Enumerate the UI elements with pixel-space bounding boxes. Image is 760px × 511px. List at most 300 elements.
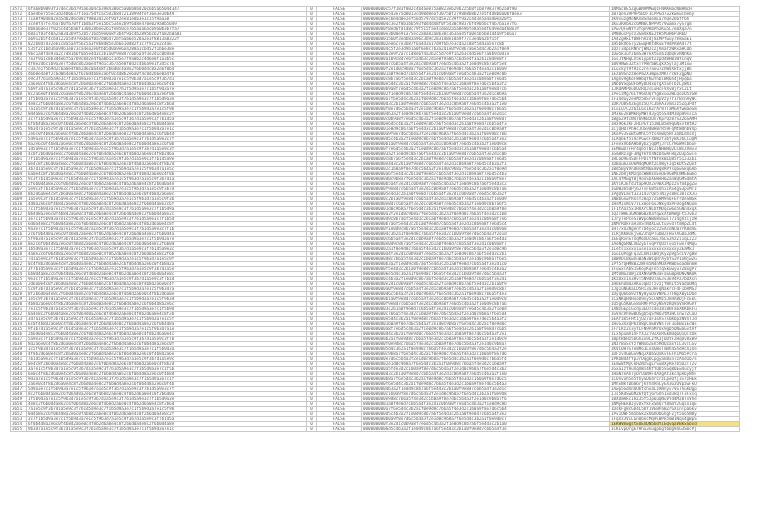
transaction-id-cell[interactable]: 000000000c57f183f802c4b4ae075a0823eb29b225b8f1b8798379b2a0f90 xyxy=(362,7,610,12)
boolean-cell[interactable]: FALSE xyxy=(317,322,362,327)
hash-cell[interactable]: 4ae4be755ec3d2486637f1ea75dfcac5d2b8472138994fef36e3e3db49 xyxy=(27,12,307,17)
boolean-cell[interactable]: FALSE xyxy=(317,27,362,32)
boolean-cell[interactable]: FALSE xyxy=(317,317,362,322)
hash-cell[interactable]: b8a1f83f40a2a83d3b9f5285716d59e0a8f3b4f9ac4b2895bcb2fa82b0a01 xyxy=(27,32,307,37)
hash-cell[interactable]: 8d2a6e0c4f8b2d6a0e4c8f2b6d0a4e8c2f6b0d4a8e2c6f0b4d8a2e6c0f xyxy=(27,342,307,347)
row-number-cell[interactable]: 3639 xyxy=(11,347,27,352)
transaction-id-cell[interactable]: 000000000b0a9f8e7d6c5b4a3f2e1d0c9b8a7f6e5d4c3b2a1f0e9d8c7 xyxy=(362,417,610,422)
flag-cell[interactable]: 0 xyxy=(307,357,317,362)
flag-cell[interactable]: 0 xyxy=(307,242,317,247)
hash-cell[interactable]: 8c2f6b0d4a8e2c6f0b4d8a2e6c0f4b8d2a6e0c4f8b2d6a0e4c8f2b6d0a xyxy=(27,392,307,397)
transaction-id-cell[interactable]: 000000000c9b8a7f6e5d4c3b2a1f0e9d8c7b6a5f4e3d2c1b0a9f8e7d6 xyxy=(362,352,610,357)
flag-cell[interactable]: 0 xyxy=(307,157,317,162)
address-cell[interactable]: 1FqXz3ViLGnQ6ncMq9CWPk5mB1Nqx4gBpS xyxy=(610,417,740,422)
address-cell[interactable]: 1CKLvpQrgErRhu3eugp6gtbDg9aG3SmcPj xyxy=(610,427,740,432)
transaction-id-cell[interactable]: 000000000b8a7f6e5d4c3b2a1f0e9d8c7b6a5f4e3d2c1b0a9f8e7d6c5 xyxy=(362,377,610,382)
flag-cell[interactable]: 0 xyxy=(307,307,317,312)
flag-cell[interactable]: 0 xyxy=(307,352,317,357)
transaction-id-cell[interactable]: 000000000e9d8c7b6a5f4e3d2c1b0a9f8e7d6c5b4a3f2e1d0c9b8a7f6 xyxy=(362,397,610,402)
flag-cell[interactable]: 0 xyxy=(307,57,317,62)
flag-cell[interactable]: 0 xyxy=(307,202,317,207)
boolean-cell[interactable]: FALSE xyxy=(317,247,362,252)
flag-cell[interactable]: 0 xyxy=(307,367,317,372)
row-number-cell[interactable]: 3584 xyxy=(11,72,27,77)
transaction-id-cell[interactable]: 000000000f0e9d8c7b6a5f4e3d2c1b0a9f8e7d6c5b4a3f2e1d0c9b8a7 xyxy=(362,342,610,347)
flag-cell[interactable]: 0 xyxy=(307,292,317,297)
hash-cell[interactable]: 5b9f3d7a1e5c9b3f7d1a5e9c3b7f1d5a9e3c7b1f5d9a3e7c1b5f9d3a7e xyxy=(27,87,307,92)
boolean-cell[interactable]: FALSE xyxy=(317,57,362,62)
hash-cell[interactable]: 1a5e9c3f7b1d5a9e3c7f1b5d9a3e7c1f5b9d3a7e1c5f9b3d7a1e5c9f3b xyxy=(27,197,307,202)
row-number-cell[interactable]: 3625 xyxy=(11,277,27,282)
boolean-cell[interactable]: FALSE xyxy=(317,427,362,432)
boolean-cell[interactable]: FALSE xyxy=(317,167,362,172)
transaction-id-cell[interactable]: 000000000a3f2e1d0c9b8a7f6e5d4c3b2a1f0e9d8c7b6a5f4e3d2c1b0 xyxy=(362,212,610,217)
transaction-id-cell[interactable]: 000000000f5e4d3c2b1a0f9e8d7c6b5a4f3e2d1c0b9a8f7e6d5c4b3a2 xyxy=(362,267,610,272)
address-cell[interactable]: 1FeexV6bAHb8ybZjqQMjJrcCrHGW9sb6uF xyxy=(610,142,740,147)
row-number-cell[interactable]: 3579 xyxy=(11,47,27,52)
row-number-cell[interactable]: 3648 xyxy=(11,392,27,397)
transaction-id-cell[interactable]: 000000000d5c4b3a2f1e0d9c8b7a6f5e4d3c2b1a0f9e8d7c6b5a4f3e2 xyxy=(362,412,610,417)
row-number-cell[interactable]: 3597 xyxy=(11,137,27,142)
boolean-cell[interactable]: FALSE xyxy=(317,97,362,102)
address-cell[interactable]: 1KoPv3SuBtwMhC5Yts4eBQ5HT3aNLdXsXj xyxy=(610,132,740,137)
row-number-cell[interactable]: 3647 xyxy=(11,387,27,392)
row-number-cell[interactable]: 3592 xyxy=(11,112,27,117)
boolean-cell[interactable]: FALSE xyxy=(317,187,362,192)
boolean-cell[interactable]: FALSE xyxy=(317,312,362,317)
hash-cell[interactable]: 6d0a4e8c2f6b0d4a8e2c6f0b4d8a2e6c0f4b8d2a6e0c4f8b2d6a0e4c8f xyxy=(27,222,307,227)
flag-cell[interactable]: 0 xyxy=(307,327,317,332)
row-number-cell[interactable]: 3626 xyxy=(11,282,27,287)
transaction-id-cell[interactable]: 000000000f9e8d7c6b5a4f3e2d1c0b9a8f7e6d5c4b3a2f1e0d9c8b7a6 xyxy=(362,187,610,192)
boolean-cell[interactable]: FALSE xyxy=(317,332,362,337)
transaction-id-cell[interactable]: 000000000d7c6b5a4f3e2d1c0b9a8f7e6d5c4b3a2f1e0d9c8b7a6f5e4 xyxy=(362,62,610,67)
hash-cell[interactable]: 5a9e3c7f1b5d9a3e7c1f5b9d3a7e1c5f9b3d7a1e5c9f3b7d1a5e9c3f7b xyxy=(27,337,307,342)
boolean-cell[interactable]: FALSE xyxy=(317,277,362,282)
transaction-id-cell[interactable]: 000000000b5a4f3e2d1c0b9a8f7e6d5c4b3a2f1e0d9c8b7a6f5e4d3c2 xyxy=(362,182,610,187)
address-cell[interactable]: 1Jg1uNGKaCD5Ri3aJHFqNakrcFdF1bRMSJ xyxy=(610,287,740,292)
transaction-id-cell[interactable]: 0000000001b0a9f8e7d6c5b4a3f2e1d0c9b8a7f6e5d4c3b2a1f0e9d8c xyxy=(362,322,610,327)
hash-cell[interactable]: e9c3f7b1d5a9e3c7f1b5d9a3e7c1f5b9d3a7e1c5f9b3d7a1e5c9f3b7d1 xyxy=(27,77,307,82)
transaction-id-cell[interactable]: 000000000d0c9b8a7f6e5d4c3b2a1f0e9d8c7b6a5f4e3d2c1b0a9f8e7 xyxy=(362,177,610,182)
address-cell[interactable]: 1BgGZ9tcN4rm9KBzDn7KprQz87SZ26SAMH xyxy=(610,117,740,122)
address-cell[interactable]: 1A4ZgHkLf8WFhAzdjm1MPfwuy7VmSaE1 xyxy=(610,37,740,42)
transaction-id-cell[interactable]: 000000000b1a0f9e8d7c6b5a4f3e2d1c0b9a8f7e6d5c4b3a2f1e0d9c8 xyxy=(362,297,610,302)
transaction-id-cell[interactable]: 000000000e5d4c3b2a1f0e9d8c7b6a5f4e3d2c1b0a9f8e7d6c5b4a3f2 xyxy=(362,82,610,87)
address-cell[interactable]: 1NE2bRjKMzqXcWWHznEeDE9G8MiNMEbwmo xyxy=(610,172,740,177)
flag-cell[interactable]: 0 xyxy=(307,172,317,177)
row-number-cell[interactable]: 3594 xyxy=(11,122,27,127)
hash-cell[interactable]: 9bc1a8f4e93a2c7d81b6f0a5e4d3c2b1a0f9e8d7c6b5a4f3e2d1c0b9a8 xyxy=(27,52,307,57)
flag-cell[interactable]: 0 xyxy=(307,272,317,277)
flag-cell[interactable]: 0 xyxy=(307,117,317,122)
hash-cell[interactable]: 6fa68b9093f37dec3bd795a6304c63984380c5a06b8bd20c6b5ab5044347 xyxy=(27,7,307,12)
transaction-id-cell[interactable]: 000000000e7d6c5b4a3f2e1d0c9b8a7f6e5d4c3b2a1f0e9d8c7b6a5f4 xyxy=(362,357,610,362)
transaction-id-cell[interactable]: 000000000c7b6a5f4e3d2c1b0a9f8e7d6c5b4a3f2e1d0c9b8a7f6e5d4 xyxy=(362,312,610,317)
hash-cell[interactable]: 3ce8f47fe7ba7b0fb70ff1bdb3f5e15bc534e2b9f6d8e470e029a8b5049 xyxy=(27,22,307,27)
row-number-cell[interactable]: 3621 xyxy=(11,257,27,262)
flag-cell[interactable]: 0 xyxy=(307,282,317,287)
row-number-cell[interactable]: 3604 xyxy=(11,172,27,177)
row-number-cell[interactable]: 3619 xyxy=(11,247,27,252)
boolean-cell[interactable]: FALSE xyxy=(317,387,362,392)
row-number-cell[interactable]: 3638 xyxy=(11,342,27,347)
transaction-id-cell[interactable]: 000000000f1e0d9c8b7a6f5e4d3c2b1a0f9e8d7c6b5a4f3e2d1c0b9a8 xyxy=(362,227,610,232)
transaction-id-cell[interactable]: 0000000001a0f9e8d7c6b5a4f3e2d1c0b9a8f7e6d5c4b3a2f1e0d9c8b xyxy=(362,72,610,77)
address-cell[interactable]: 1KVCDH7GTe8Mo3Ln4GWvTmRh4Shd9cXJXe xyxy=(610,347,740,352)
boolean-cell[interactable]: FALSE xyxy=(317,42,362,47)
hash-cell[interactable]: 5c9f3b7d1a5e9c3f7b1d5a9e3c7f1b5d9a3e7c1f5b9d3a7e1c5f9b3d7a xyxy=(27,287,307,292)
boolean-cell[interactable]: FALSE xyxy=(317,192,362,197)
flag-cell[interactable]: 0 xyxy=(307,222,317,227)
transaction-id-cell[interactable]: 000000000d3c2b1a0f9e8d7c6b5a4f3e2d1c0b9a8f7e6d5c4b3a2f1e0 xyxy=(362,372,610,377)
address-cell[interactable]: 1QzT3dpCRNhrjWN2cZjhmaYzWRxaHCUb xyxy=(610,47,740,52)
transaction-id-cell[interactable]: 000000000d6c5b4a3f2e1d0c9b8a7f6e5d4c3b2a1f0e9d8c7b6a5f4e3 xyxy=(362,292,610,297)
address-cell[interactable]: 1DFzv4GmGu9NqJX8bSQnKvFEFh1Ma5Pcra xyxy=(610,352,740,357)
row-number-cell[interactable]: 3651 xyxy=(11,407,27,412)
transaction-id-cell[interactable]: 0000000002e1d0c9b8a7f6e5d4c3b2a1f0e9d8c7b6a5f4e3d2c1b0a9f xyxy=(362,362,610,367)
address-cell[interactable]: 1HLoD9E4SDFFPDiYfNYnkBLQ85Y51J3Zb1 xyxy=(610,157,740,162)
flag-cell[interactable]: 0 xyxy=(307,412,317,417)
hash-cell[interactable]: 8b2d6a0e4c8f2b6d0a4e8c2f6b0d4a8e2c6f0b4d8a2e6c0f4b8d2a6e0c xyxy=(27,192,307,197)
boolean-cell[interactable]: FALSE xyxy=(317,337,362,342)
address-cell[interactable]: 1KzDxc1n3HvT5N9dUTaGJv3E94PZ7bUXsn xyxy=(610,277,740,282)
transaction-id-cell[interactable]: 0000000002a1f0e9d8c7b6a5f4e3d2c1b0a9f8e7d6c5b4a3f2e1d0c9b xyxy=(362,247,610,252)
row-number-cell[interactable]: 3586 xyxy=(11,82,27,87)
row-number-cell[interactable]: 3628 xyxy=(11,292,27,297)
row-number-cell[interactable]: 3618 xyxy=(11,242,27,247)
address-cell[interactable]: 1GVAcVhVwBUSgQ5qSfWU3tM3HCsnw7ZCaQ xyxy=(610,312,740,317)
boolean-cell[interactable]: FALSE xyxy=(317,37,362,42)
address-cell[interactable]: 1Gxa1zY9uXqXWi4KfYQb5SSq8DEw4ucyjY xyxy=(610,367,740,372)
boolean-cell[interactable]: FALSE xyxy=(317,282,362,287)
flag-cell[interactable]: 0 xyxy=(307,207,317,212)
flag-cell[interactable]: 0 xyxy=(307,47,317,52)
row-number-cell[interactable]: 3598 xyxy=(11,142,27,147)
transaction-id-cell[interactable]: 000000000b3a2f1e0d9c8b7a6f5e4d3c2b1a0f9e8d7c6b5a4f3e2d1c0 xyxy=(362,262,610,267)
hash-cell[interactable]: 9c3f7b1d5a9e3c7f1b5d9a3e7c1f5b9d3a7e1c5f9b3d7a1e5c9f3b7d1a xyxy=(27,177,307,182)
transaction-id-cell[interactable]: 0000000003c2b1a0f9e8d7c6b5a4f3e2d1c0b9a8f7e6d5c4b3a2f1e0d xyxy=(362,307,610,312)
transaction-id-cell[interactable]: 0000000004c3e2f8b1b6593f0d4d48f0f5430c98376f4905bcf4b7ba1e7f6 xyxy=(362,22,610,27)
transaction-id-cell[interactable]: 000000000e3b00e91a75ec2a8a82a8b38c3b3aa45fa0e5b5b81d4a9f5b6a7 xyxy=(362,32,610,37)
transaction-id-cell[interactable]: 000000000c2b1a0f9e8d7c6b5a4f3e2d1c0b9a8f7e6d5c4b3a2f1e0d9 xyxy=(362,197,610,202)
flag-cell[interactable]: 0 xyxy=(307,337,317,342)
address-cell[interactable]: 1AoNgGRNLXBZyGTvqPYQUzTuu5Fwe74MqG xyxy=(610,242,740,247)
row-number-cell[interactable]: 3633 xyxy=(11,317,27,322)
transaction-id-cell[interactable]: 0000000001560f3edb83a96c3b9c2831d8e18a9f77c3ed0a2bf15f xyxy=(362,37,610,42)
hash-cell[interactable]: 9e3c7f1b5d9a3e7c1f5b9d3a7e1c5f9b3d7a1e5c9f3b7d1a5e9c3f7b1d xyxy=(27,277,307,282)
flag-cell[interactable]: 0 xyxy=(307,247,317,252)
transaction-id-cell[interactable]: 000000000d8c7b6a5f4e3d2c1b0a9f8e7d6c5b4a3f2e1d0c9b8a7f6e5 xyxy=(362,257,610,262)
boolean-cell[interactable]: FALSE xyxy=(317,12,362,17)
flag-cell[interactable]: 0 xyxy=(307,402,317,407)
row-number-cell[interactable]: 3654 xyxy=(11,422,27,427)
flag-cell[interactable]: 0 xyxy=(307,22,317,27)
row-number-cell[interactable]: 3635 xyxy=(11,327,27,332)
hash-cell[interactable]: 5e9c3f7b1d5a9e3c7f1b5d9a3e7c1f5b9d3a7e1c5f9b3d7a1e5c9f3b7d xyxy=(27,187,307,192)
transaction-id-cell[interactable]: 000000000e8d7c6b5a4f3e2d1c0b9a8f7e6d5c4b3a2f1e0d9c8b7a6f5 xyxy=(362,202,610,207)
flag-cell[interactable]: 0 xyxy=(307,387,317,392)
row-number-cell[interactable]: 3603 xyxy=(11,167,27,172)
boolean-cell[interactable]: FALSE xyxy=(317,132,362,137)
flag-cell[interactable]: 0 xyxy=(307,297,317,302)
boolean-cell[interactable]: FALSE xyxy=(317,172,362,177)
row-number-cell[interactable]: 3587 xyxy=(11,87,27,92)
transaction-id-cell[interactable]: 000000000e543e75d8013cd98d8eaf30758f2798b8b8b27e5f4d8b0a0bf0ee3 xyxy=(362,12,610,17)
transaction-id-cell[interactable]: 000000000a7f6e5d4c3b2a1f0e9d8c7b6a5f4e3d2c1b0a9f8e7d6c5b4 xyxy=(362,407,610,412)
transaction-id-cell[interactable]: 000000000f3e2d1c0b9a8f7e6d5c4b3a2f1e0d9c8b7a6f5e4d3c2b1a0 xyxy=(362,422,610,427)
boolean-cell[interactable]: FALSE xyxy=(317,377,362,382)
address-cell[interactable]: 1HsMJxNiV7TLxmoF6uJNkydxPFDog4NQum xyxy=(610,202,740,207)
row-number-cell[interactable]: 3583 xyxy=(11,67,27,72)
hash-cell[interactable]: 7d1a5e9c3f7b1d5a9e3c7f1b5d9a3e7c1f5b9d3a7e1c5f9b3d7a1e5c9f xyxy=(27,257,307,262)
address-cell[interactable]: 1LAQbEf5iAcPGwcF4bW2f3bYykK26CCuQM xyxy=(610,137,740,142)
address-cell[interactable]: 1Dw5k3uYJ6mS3W7kXtEnb1QbQkvRNhKa xyxy=(610,52,740,57)
row-number-cell[interactable]: 3622 xyxy=(11,262,27,267)
row-number-cell[interactable]: 3630 xyxy=(11,302,27,307)
flag-cell[interactable]: 0 xyxy=(307,332,317,337)
transaction-id-cell[interactable]: 000000000b9a8f7e6d5c4b3a2f1e0d9c8b7a6f5e4d3c2b1a0f9e8d7c6 xyxy=(362,87,610,92)
transaction-id-cell[interactable]: 0000000002c1b0a9f8e7d6c5b4a3f2e1d0c9b8a7f6e5d4c3b2a1f0e9d xyxy=(362,167,610,172)
transaction-id-cell[interactable]: 000000000e6d5c4b3a2f1e0d9c8b7a6f5e4d3c2b1a0f9e8d7c6b5a4f3 xyxy=(362,122,610,127)
row-number-cell[interactable]: 3610 xyxy=(11,202,27,207)
transaction-id-cell[interactable]: 0000000004c5f2e3d9b1a0f6e8c7b3a2d1e0f9c8b7a6e5d4c3b2a1f0e9 xyxy=(362,47,610,52)
flag-cell[interactable]: 0 xyxy=(307,182,317,187)
flag-cell[interactable]: 0 xyxy=(307,37,317,42)
row-number-cell[interactable]: 3632 xyxy=(11,312,27,317)
hash-cell[interactable]: 6e0c4f8b2d6a0e4c8f2b6d0a4e8c2f6b0d4a8e2c6f0b4d8a2e6c0f4b8d xyxy=(27,372,307,377)
boolean-cell[interactable]: FALSE xyxy=(317,232,362,237)
boolean-cell[interactable]: FALSE xyxy=(317,77,362,82)
flag-cell[interactable]: 0 xyxy=(307,52,317,57)
row-number-cell[interactable]: 3641 xyxy=(11,357,27,362)
boolean-cell[interactable]: FALSE xyxy=(317,227,362,232)
boolean-cell[interactable]: FALSE xyxy=(317,287,362,292)
hash-cell[interactable]: 2b6d0a4e8c2f6b0d4a8e2c6f0b4d8a2e6c0f4b8d2a6e0c4f8b2d6a0e4c xyxy=(27,332,307,337)
flag-cell[interactable]: 0 xyxy=(307,232,317,237)
address-cell[interactable]: 1Ez69SnzzmePmZX3WpEzMKTrcBF2gpNQ xyxy=(610,72,740,77)
hash-cell[interactable]: 7f1b5d9a3e7c1f5b9d3a7e1c5f9b3d7a1e5c9f3b7d1a5e9c3f7b1d5a9e xyxy=(27,157,307,162)
row-number-cell[interactable]: 3631 xyxy=(11,307,27,312)
transaction-id-cell[interactable]: 000000000a6f5e4d3c2b1a0f9e8d7c6b5a4f3e2d1c0b9a8f7e6d5c4b3 xyxy=(362,172,610,177)
address-cell[interactable]: 1PeizMg76Cf96nUQrYg8xuoZWLQozU5zGW xyxy=(610,92,740,97)
hash-cell[interactable]: 7e1c5f9b3d7a1e5c9f3b7d1a5e9c3f7b1d5a9e3c7f1b5d9a3e7c1f5b9d xyxy=(27,307,307,312)
address-cell[interactable]: 1NMyHEkBJyvDxfkFxSmQ7Y8m4Y2Gqsn1qE xyxy=(610,402,740,407)
transaction-id-cell[interactable]: 000000000c1b0a9f8e7d6c5b4a3f2e1d0c9b8a7f6e5d4c3b2a1f0e9d8 xyxy=(362,392,610,397)
hash-cell[interactable]: 3f7b1d5a9e3c7f1b5d9a3e7c1f5b9d3a7e1c5f9b3d7a1e5c9f3b7d1a5e xyxy=(27,267,307,272)
transaction-id-cell[interactable]: 000000000a5f4e3d2c1b0a9f8e7d6c5b4a3f2e1d0c9b8a7f6e5d4c3b2 xyxy=(362,367,610,372)
flag-cell[interactable]: 0 xyxy=(307,92,317,97)
flag-cell[interactable]: 0 xyxy=(307,257,317,262)
address-cell[interactable]: 1NMac8E5ZgGBN9MMwQzFNRKHacNBHNcH xyxy=(610,7,740,12)
boolean-cell[interactable]: FALSE xyxy=(317,142,362,147)
hash-cell[interactable]: 9b3d7a1e5c9f3b7d1a5e9c3f7b1d5a9e3c7f1b5d9a3e7c1f5b9d3a7e1c xyxy=(27,427,307,432)
boolean-cell[interactable]: FALSE xyxy=(317,297,362,302)
flag-cell[interactable]: 0 xyxy=(307,32,317,37)
hash-cell[interactable]: a6912b5f4cbd122a54979ab6af8a7d06472bfaab6e528a2e3f8813a0322f xyxy=(27,37,307,42)
transaction-id-cell[interactable]: 0000000001e0d9c8b7a6f5e4d3c2b1a0f9e8d7c6b5a4f3e2d1c0b9a8f xyxy=(362,127,610,132)
hash-cell[interactable]: 535f2c1bd3ba9461e873ca4ea2e0fbb5d0a9e6a4288a1cbd52f1b6e38e xyxy=(27,47,307,52)
boolean-cell[interactable]: FALSE xyxy=(317,367,362,372)
address-cell[interactable]: 1LxhpumA1XFfXJZT9ZXnRGk8Uq6Q1QTzUk xyxy=(610,332,740,337)
flag-cell[interactable]: 0 xyxy=(307,252,317,257)
hash-cell[interactable]: 2c6f0b4d8a2e6c0f4b8d2a6e0c4f8b2d6a0e4c8f2b6d0a4e8c2f6b0d4a xyxy=(27,232,307,237)
address-cell[interactable]: 1MtUNoZUWjZ4XN9aMN3aFaSGBpRDNvNKmK xyxy=(610,272,740,277)
boolean-cell[interactable]: FALSE xyxy=(317,347,362,352)
row-number-cell[interactable]: 3590 xyxy=(11,102,27,107)
transaction-id-cell[interactable]: 000000000f2e1d0c9b8a7f6e5d4c3b2a1f0e9d8c7b6a5f4e3d2c1b0a9 xyxy=(362,67,610,72)
boolean-cell[interactable]: FALSE xyxy=(317,292,362,297)
row-number-cell[interactable]: 3616 xyxy=(11,232,27,237)
transaction-id-cell[interactable]: 000000000b3e9f2a7c1d8e6f4a3b2c5d7e9f1a2b3c4d5e6f7a8b9c0d1e xyxy=(362,52,610,57)
hash-cell[interactable]: 7b1d5a9e3c7f1b5d9a3e7c1f5b9d3a7e1c5f9b3d7a1e5c9f3b7d1a5e9c xyxy=(27,357,307,362)
row-number-cell[interactable]: 3612 xyxy=(11,212,27,217)
address-cell[interactable]: 1Js5KdSw6MZ6YQtj6rGhh1xd3kQ7F3Fxsq xyxy=(610,392,740,397)
row-number-cell[interactable]: 3581 xyxy=(11,57,27,62)
boolean-cell[interactable]: FALSE xyxy=(317,122,362,127)
boolean-cell[interactable]: FALSE xyxy=(317,177,362,182)
address-cell[interactable]: 1GDWJm5dPj6JTxF68tEVhicAS4gS3pvMTz xyxy=(610,187,740,192)
address-cell[interactable]: 1DR7U8ShZEgnz5Q7C3bAA3vmnJz5Zq3Pdf xyxy=(610,102,740,107)
hash-cell[interactable]: 7e2f9a1c8b3d4e6f5a7b9c0d2e4f6a8b1c3d5e7f9a0b2c4d6e8f1a3b5c xyxy=(27,57,307,62)
address-cell[interactable]: 1AgXv9gKoFWHbqYKwYhDiWR6h4jHyq6a xyxy=(610,77,740,82)
hash-cell[interactable]: 8b8a6de37f025c4d5ba6f130b28bee2b1fe850ce765aaa6ac69a0b3b7fa7 xyxy=(27,27,307,32)
flag-cell[interactable]: 0 xyxy=(307,212,317,217)
transaction-id-cell[interactable]: 000000000f8e7d6c5b4a3f2e1d0c9b8a7f6e5d4c3b2a1f0e9d8c7b6a5 xyxy=(362,107,610,112)
flag-cell[interactable]: 0 xyxy=(307,342,317,347)
hash-cell[interactable]: 8a2e6c0f4b8d2a6e0c4f8b2d6a0e4c8f2b6d0a4e8c2f6b0d4a8e2c6f0b xyxy=(27,142,307,147)
hash-cell[interactable]: 0e4c8f2b6d0a4e8c2f6b0d4a8e2c6f0b4d8a2e6c0f4b8d2a6e0c4f8b2d xyxy=(27,162,307,167)
transaction-id-cell[interactable]: 000000000c4b3a2f1e0d9c8b7a6f5e4d3c2b1a0f9e8d7c6b5a4f3e2d1 xyxy=(362,277,610,282)
row-number-cell[interactable]: 3577 xyxy=(11,37,27,42)
boolean-cell[interactable]: FALSE xyxy=(317,272,362,277)
hash-cell[interactable]: 1f5b9d3a7e1c5f9b3d7a1e5c9f3b7d1a5e9c3f7b1d5a9e3c7f1b5d9a3e xyxy=(27,97,307,102)
boolean-cell[interactable]: FALSE xyxy=(317,47,362,52)
flag-cell[interactable]: 0 xyxy=(307,137,317,142)
flag-cell[interactable]: 0 xyxy=(307,237,317,242)
transaction-id-cell[interactable]: 000000000a7f6e5d4c3b2a1f0e9d8c7b6a5f4e3d2c1b0a9f8e7d6c5b4 xyxy=(362,97,610,102)
boolean-cell[interactable]: FALSE xyxy=(317,22,362,27)
boolean-cell[interactable]: FALSE xyxy=(317,392,362,397)
row-number-cell[interactable]: 3613 xyxy=(11,217,27,222)
address-cell[interactable]: 1F34duy2eeMz5mSrvFepVzy7Y1rBsnAyWC xyxy=(610,97,740,102)
flag-cell[interactable]: 0 xyxy=(307,177,317,182)
address-cell[interactable]: 1HaN7eAh7yDrUaN9F4AXgAt3kc4pA6yNhF xyxy=(610,372,740,377)
row-number-cell[interactable]: 3640 xyxy=(11,352,27,357)
boolean-cell[interactable]: FALSE xyxy=(317,82,362,87)
address-cell[interactable]: 1GuLQPqgFq3ZLkN1sWdjKyZp9g5cCV7gB8 xyxy=(610,252,740,257)
hash-cell[interactable]: 822b8d7d32e61c8a5a4f56c5a3f8b8d85e2b6e10d82f1c7f9c2e2c4a6 xyxy=(27,42,307,47)
flag-cell[interactable]: 0 xyxy=(307,427,317,432)
transaction-id-cell[interactable]: 0000000006d5c4b3a2f1e0d9c8b7a6f5e4d3c2b1a0f9e8d7c6b5a4f3e xyxy=(362,427,610,432)
hash-cell[interactable]: 7c1f5b9d3a7e1c5f9b3d7a1e5c9f3b7d1a5e9c3f7b1d5a9e3c7f1b5d9a xyxy=(27,207,307,212)
boolean-cell[interactable]: FALSE xyxy=(317,102,362,107)
hash-cell[interactable]: 9f3b7d1a5e9c3f7b1d5a9e3c7f1b5d9a3e7c1f5b9d3a7e1c5f9b3d7a1e xyxy=(27,327,307,332)
boolean-cell[interactable]: FALSE xyxy=(317,67,362,72)
address-cell[interactable]: 1HvG3XxQP6zU8pCmS8VNsTvF3ubBo1EcWs xyxy=(610,322,740,327)
transaction-id-cell[interactable]: 000000000c8b7a6f5e4d3c2b1a0f9e8d7c6b5a4f3e2d1c0b9a8f7e6d5 xyxy=(362,77,610,82)
hash-cell[interactable]: 8f2b6d0a4e8c2f6b0d4a8e2c6f0b4d8a2e6c0f4b8d2a6e0c4f8b2d6a0e xyxy=(27,292,307,297)
flag-cell[interactable]: 0 xyxy=(307,102,317,107)
address-cell[interactable]: 1DyqQ66a9ZYNy8yuDxVNPEJTFNpXByLDUe xyxy=(610,292,740,297)
address-cell[interactable]: 1H5bkVbS7y2EwqHKt4KuEf9dPA8AdT7t xyxy=(610,42,740,47)
address-cell[interactable]: 1JryTePceSiWVpoNBU8SbwiT7J4ghzijzW xyxy=(610,217,740,222)
boolean-cell[interactable]: FALSE xyxy=(317,397,362,402)
row-number-cell[interactable]: 3624 xyxy=(11,272,27,277)
hash-cell[interactable]: 9d3a7e1c5f9b3d7a1e5c9f3b7d1a5e9c3f7b1d5a9e3c7f1b5d9a3e7c1f xyxy=(27,377,307,382)
flag-cell[interactable]: 0 xyxy=(307,372,317,377)
row-number-cell[interactable]: 3650 xyxy=(11,402,27,407)
address-cell[interactable]: 1HUEhUmdZAKoJqBzT5vzjYWhLt5VadaUMq xyxy=(610,282,740,287)
flag-cell[interactable]: 0 xyxy=(307,77,317,82)
boolean-cell[interactable]: FALSE xyxy=(317,352,362,357)
boolean-cell[interactable]: FALSE xyxy=(317,62,362,67)
boolean-cell[interactable]: FALSE xyxy=(317,92,362,97)
boolean-cell[interactable]: FALSE xyxy=(317,262,362,267)
row-number-cell[interactable]: 3620 xyxy=(11,252,27,257)
transaction-id-cell[interactable]: 0000000002f1e0d9c8b7a6f5e4d3c2b1a0f9e8d7c6b5a4f3e2d1c0b9a xyxy=(362,92,610,97)
hash-cell[interactable]: 3c7f1b5d9a3e7c1f5b9d3a7e1c5f9b3d7a1e5c9f3b7d1a5e9c3f7b1d5a xyxy=(27,117,307,122)
address-cell[interactable]: 1FrLKz2s3yYLFN9PaMrUx9gD5UNwaGvtAf xyxy=(610,327,740,332)
row-number-cell[interactable]: 3614 xyxy=(11,222,27,227)
address-cell[interactable]: 1DsKFg8cGD4L5bY1VEBPaBZrGX1nTpa6kv xyxy=(610,407,740,412)
hash-cell[interactable]: 4b8d2a6e0c4f8b2d6a0e4c8f2b6d0a4e8c2f6b0d4a8e2c6f0b4d8a2e6c xyxy=(27,302,307,307)
transaction-id-cell[interactable]: 000000000a0f9e8d7c6b5a4f3e2d1c0b9a8f7e6d5c4b3a2f1e0d9c8b7 xyxy=(362,287,610,292)
row-number-cell[interactable]: 3593 xyxy=(11,117,27,122)
flag-cell[interactable]: 0 xyxy=(307,312,317,317)
hash-cell[interactable]: 4c8f2b6d0a4e8c2f6b0d4a8e2c6f0b4d8a2e6c0f4b8d2a6e0c4f8b2d6a xyxy=(27,152,307,157)
transaction-id-cell[interactable]: 000000000b1a0f9e8d7c6b5a4f3e2d1c0b9a8f7e6d5c4b3a2f1e0d9c8 xyxy=(362,142,610,147)
flag-cell[interactable]: 0 xyxy=(307,7,317,12)
address-cell[interactable]: 1KYiKJEfdJtap9QX2v9BXJMpz2SfU4pgZw xyxy=(610,182,740,187)
boolean-cell[interactable]: FALSE xyxy=(317,182,362,187)
address-cell[interactable]: 1Pv1UWF5m5bGk2xU6hDbGhgFZjt5ao5N8y xyxy=(610,412,740,417)
boolean-cell[interactable]: FALSE xyxy=(317,52,362,57)
flag-cell[interactable]: 0 xyxy=(307,72,317,77)
flag-cell[interactable]: 0 xyxy=(307,217,317,222)
flag-cell[interactable]: 0 xyxy=(307,362,317,367)
boolean-cell[interactable]: FALSE xyxy=(317,407,362,412)
flag-cell[interactable]: 0 xyxy=(307,227,317,232)
transaction-id-cell[interactable]: 0000000005d4c3b2a1f0e9d8c7b6a5f4e3d2c1b0a9f8e7d6c5b4a3f2e xyxy=(362,347,610,352)
address-cell[interactable]: 1ANzGEpiGcdy3ED7c4eJ8i8HFa6XKKbkFu xyxy=(610,307,740,312)
row-number-cell[interactable]: 3655 xyxy=(11,427,27,432)
flag-cell[interactable]: 0 xyxy=(307,192,317,197)
hash-cell[interactable]: 9b3d7a1e5c9f3b7d1a5e9c3f7b1d5a9e3c7f1b5d9a3e7c1f5b9d3a7e1c xyxy=(27,127,307,132)
row-number-cell[interactable]: 3600 xyxy=(11,152,27,157)
address-cell[interactable]: 1MhxNkTDbm6rjkYh4AhLyEX3GzQVpzwFkU xyxy=(610,382,740,387)
row-number-cell[interactable]: 3645 xyxy=(11,377,27,382)
flag-cell[interactable]: 0 xyxy=(307,127,317,132)
boolean-cell[interactable]: FALSE xyxy=(317,267,362,272)
address-cell[interactable]: 1LuckyY9fRzcJre7aou7ZhWVXktxjjBb xyxy=(610,67,740,72)
address-cell[interactable]: 1Lets1xxxx1use1xxxxxxxxxxxy2EaMkJ xyxy=(610,247,740,252)
transaction-id-cell[interactable]: 000000000e2d1c0b9a8f7e6d5c4b3a2f1e0d9c8b7a6f5e4d3c2b1a0f9 xyxy=(362,282,610,287)
row-number-cell[interactable]: 3627 xyxy=(11,287,27,292)
address-cell[interactable]: 1Q5gG5KmGv8xRMFPhzyNS9zKQ9aVnR9GVY xyxy=(610,302,740,307)
hash-cell[interactable]: 1e5c9f3b7d1a5e9c3f7b1d5a9e3c7f1b5d9a3e7c1f5b9d3a7e1c5f9b3d xyxy=(27,297,307,302)
boolean-cell[interactable]: FALSE xyxy=(317,222,362,227)
flag-cell[interactable]: 0 xyxy=(307,262,317,267)
transaction-id-cell[interactable]: 000000000e0d9c8b7a6f5e4d3c2b1a0f9e8d7c6b5a4f3e2d1c0b9a8f7 xyxy=(362,242,610,247)
transaction-id-cell[interactable]: 0000000003a2f1e0d9c8b7a6f5e4d3c2b1a0f9e8d7c6b5a4f3e2d1c0b xyxy=(362,152,610,157)
boolean-cell[interactable]: FALSE xyxy=(317,112,362,117)
row-number-cell[interactable]: 3607 xyxy=(11,187,27,192)
address-cell[interactable]: 1BptBbHz5DGhZu9LZfK3jDDtFZHqUv8xB9 xyxy=(610,337,740,342)
flag-cell[interactable]: 0 xyxy=(307,97,317,102)
transaction-id-cell[interactable]: 0000000001a0f9e8d7c6b5a4f3e2d1c0b9a8f7e6d5c4b3a2f1e0d9c8b xyxy=(362,402,610,407)
row-number-cell[interactable]: 3646 xyxy=(11,382,27,387)
